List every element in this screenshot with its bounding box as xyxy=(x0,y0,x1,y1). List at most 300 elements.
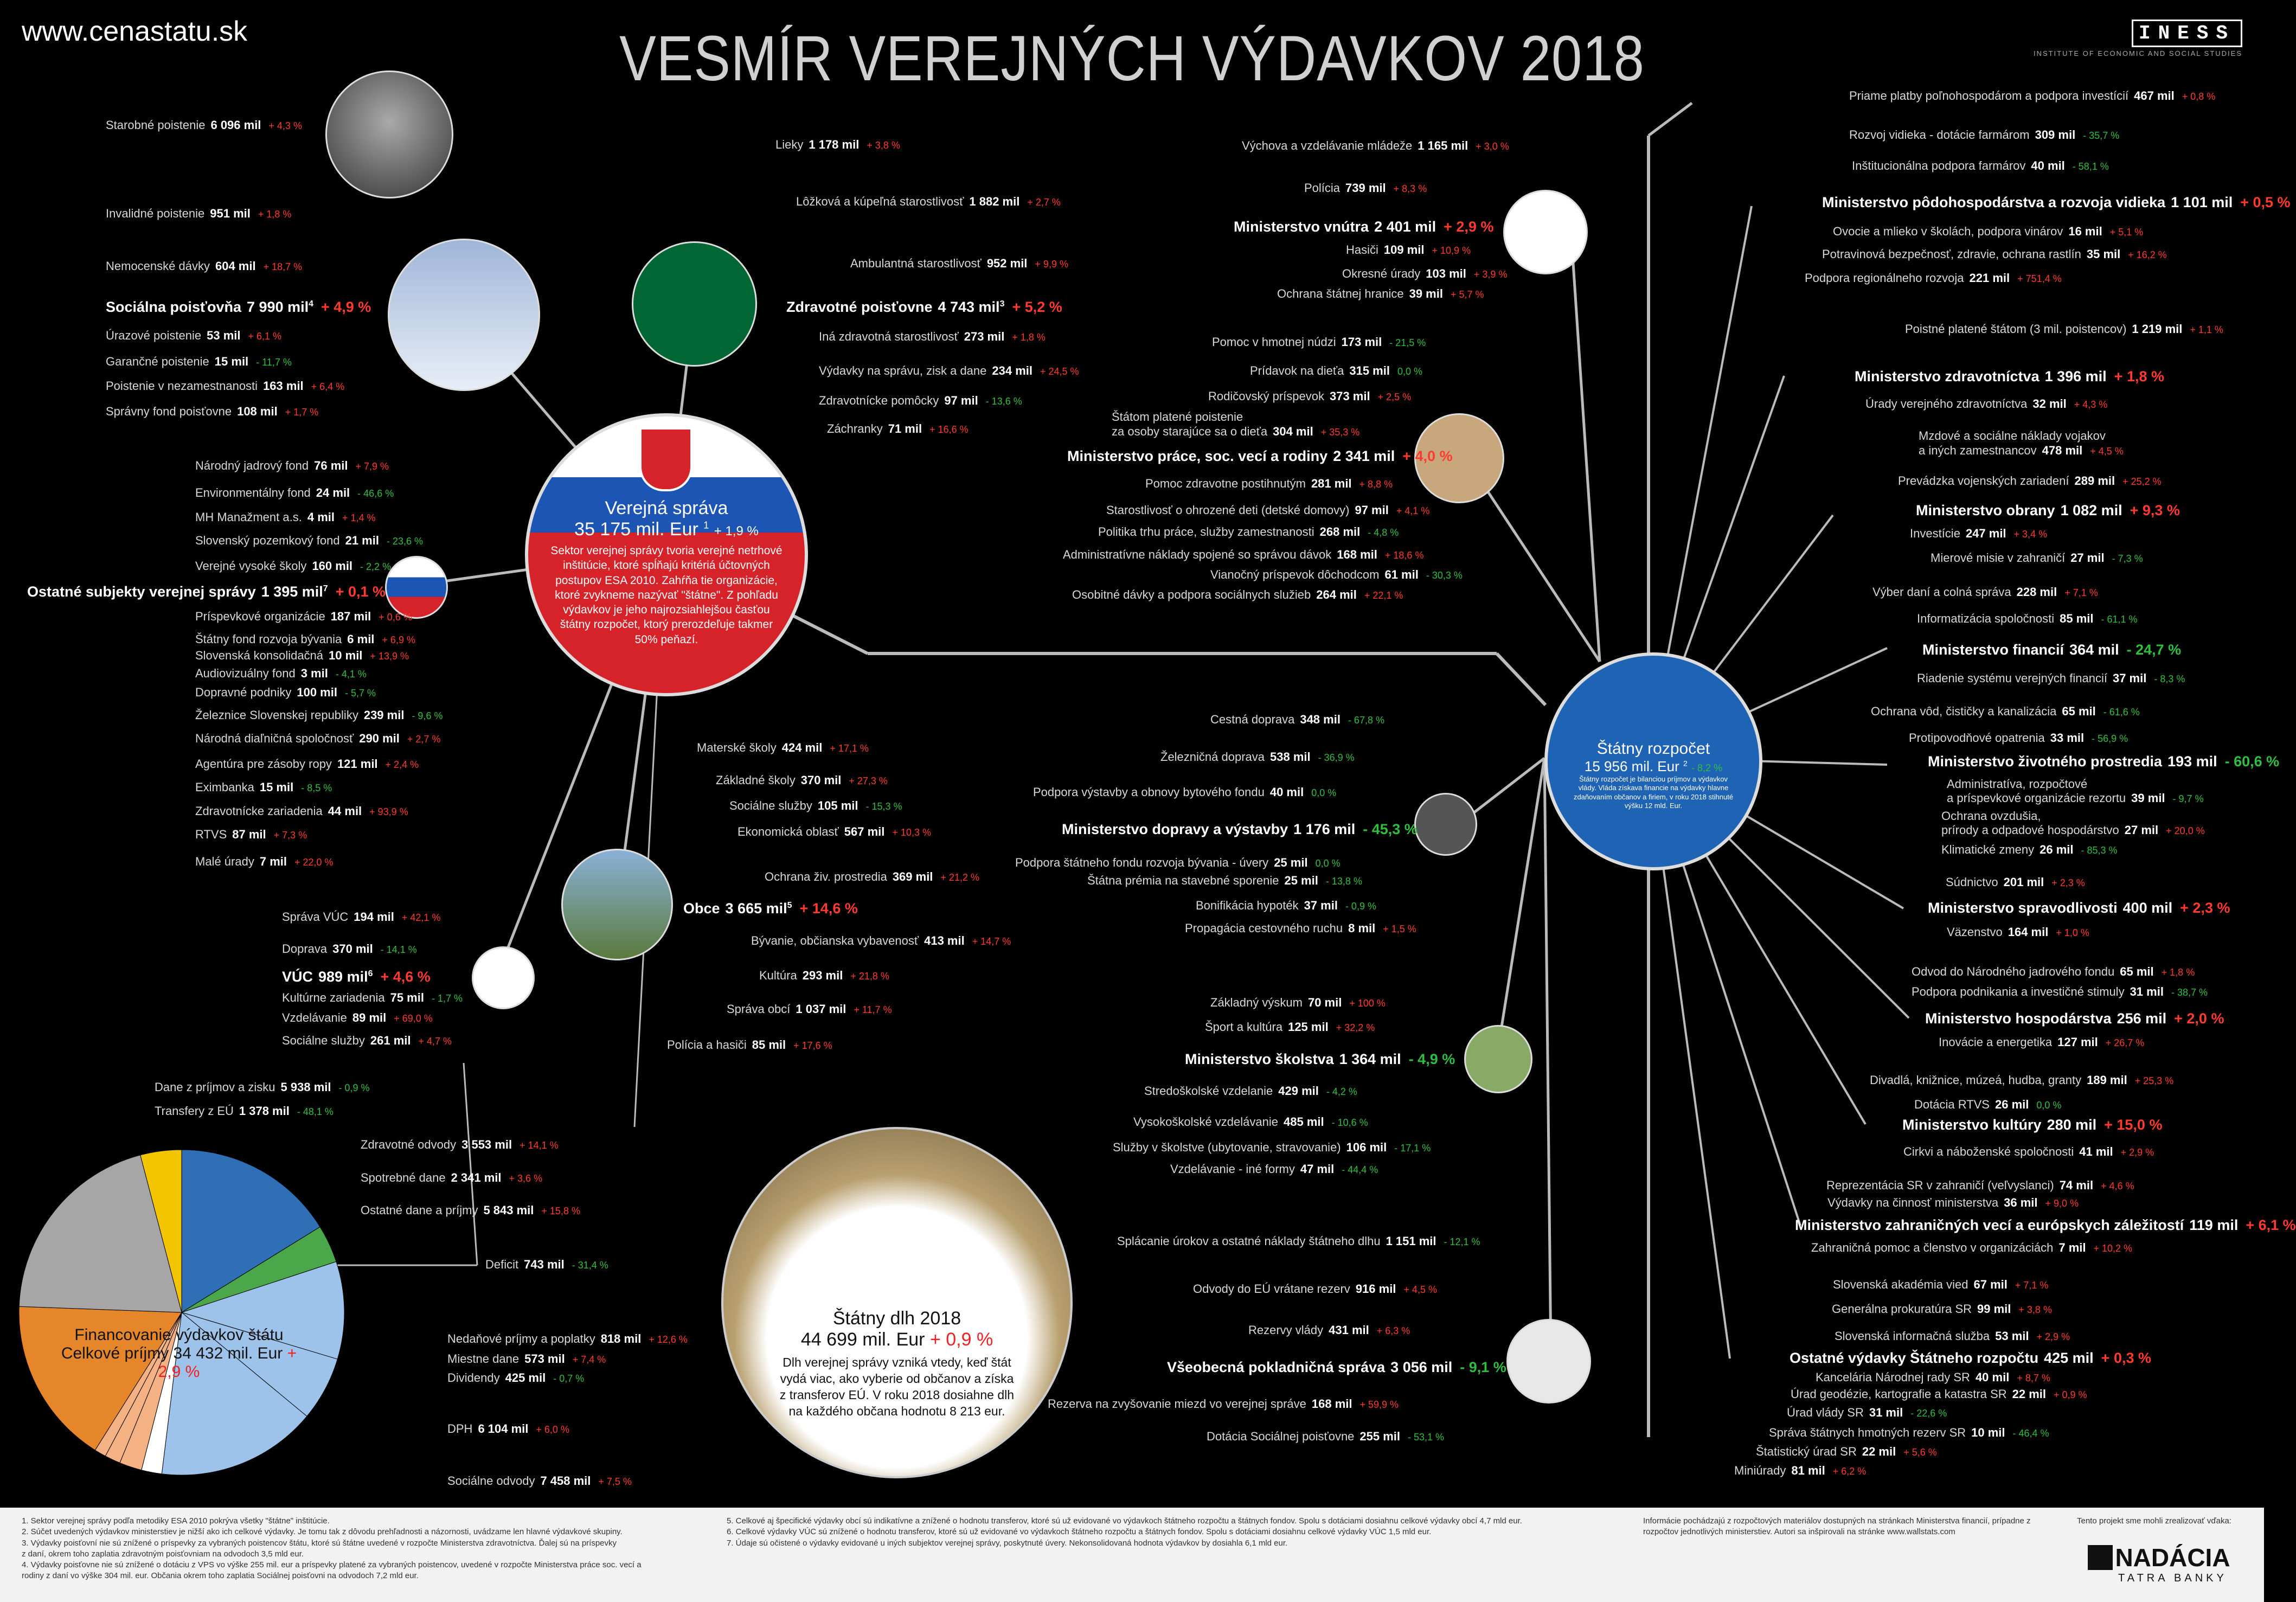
item-label: prírody a odpadové hospodárstvo xyxy=(1941,823,2119,837)
item-label: Administratíva, rozpočtové xyxy=(1947,777,2088,791)
item-change: + 2,3 % xyxy=(2051,877,2085,888)
spending-item xyxy=(1903,1145,2154,1159)
item-change: + 7,1 % xyxy=(2064,587,2098,598)
site-url[interactable]: www.cenastatu.sk xyxy=(22,16,248,47)
spending-item xyxy=(1087,874,1362,888)
item-value: 1 364 mil xyxy=(1339,1051,1401,1067)
item-value: 6 096 mil xyxy=(210,118,261,132)
spending-item xyxy=(282,991,463,1005)
item-label: Splácanie úrokov a ostatné náklady štátneho dlhu xyxy=(1117,1234,1381,1248)
school-photo xyxy=(1464,1025,1532,1093)
item-change: + 7,3 % xyxy=(273,830,307,841)
item-label: Slovenská konsolidačná xyxy=(195,649,324,662)
spending-item xyxy=(1947,925,2089,939)
item-change: - 9,1 % xyxy=(1460,1359,1506,1375)
pensioner-photo xyxy=(325,71,453,198)
item-change: + 4,3 % xyxy=(2074,399,2108,410)
item-change: + 6,1 % xyxy=(2246,1217,2296,1233)
item-value: 97 mil xyxy=(1355,503,1389,517)
item-change: + 0,3 % xyxy=(2101,1350,2151,1366)
item-change: + 15,8 % xyxy=(541,1206,580,1216)
item-value: 121 mil xyxy=(337,757,378,771)
footnote: 3. Výdavky poisťovní nie sú znížené o príspevky za vybraných poistencov štátu, ktoré sú štátne uvedené v rozpočte Ministerstva zdravotníctva. Ďalej sú na príspevky xyxy=(22,1538,617,1548)
spending-item xyxy=(1098,525,1399,539)
item-change: - 56,9 % xyxy=(2092,733,2128,744)
item-label: Bývanie, občianska vybavenosť xyxy=(751,934,919,947)
spending-item xyxy=(737,825,931,839)
item-value: 567 mil xyxy=(844,825,885,838)
item-label: Invalidné poistenie xyxy=(106,207,205,220)
item-label: Ministerstvo zahraničných vecí a európskych záležitostí xyxy=(1795,1217,2184,1233)
item-change: + 3,9 % xyxy=(1473,269,1508,280)
hub-title: Verejná správa xyxy=(605,498,728,518)
item-label: Príspevkové organizácie xyxy=(195,610,325,623)
item-change: + 7,5 % xyxy=(598,1476,632,1487)
item-change: + 11,7 % xyxy=(854,1004,892,1015)
item-value: 952 mil xyxy=(986,257,1028,270)
item-change: + 3,6 % xyxy=(509,1173,543,1184)
spending-item xyxy=(1193,1282,1437,1296)
item-value: 369 mil xyxy=(892,870,933,883)
item-change: + 0,1 % xyxy=(335,584,386,600)
item-value: 951 mil xyxy=(210,207,251,220)
spending-item xyxy=(447,1352,606,1366)
spending-item xyxy=(1160,750,1355,764)
item-value: 2 341 mil xyxy=(451,1171,502,1184)
item-change: + 2,9 % xyxy=(2036,1331,2070,1342)
item-value: 108 mil xyxy=(237,405,278,418)
spending-item xyxy=(819,364,1079,378)
item-change: - 22,6 % xyxy=(1910,1408,1947,1419)
spending-item xyxy=(106,329,281,343)
item-value: 255 mil xyxy=(1359,1430,1401,1443)
item-change: + 16,2 % xyxy=(2128,249,2167,260)
ministry-total xyxy=(1855,368,2164,385)
item-change: + 21,8 % xyxy=(850,971,889,982)
spending-item xyxy=(195,534,423,548)
item-label: Doprava xyxy=(282,942,328,956)
item-label: Polícia xyxy=(1304,181,1341,195)
item-value: 1 378 mil xyxy=(239,1104,290,1118)
item-change: + 6,9 % xyxy=(382,635,415,645)
item-label: Malé úrady xyxy=(195,855,254,868)
item-label: Generálna prokuratúra SR xyxy=(1832,1302,1972,1316)
item-label: Kultúra xyxy=(759,969,797,982)
item-value: 424 mil xyxy=(781,741,823,754)
footnotes-left xyxy=(22,1516,710,1582)
item-label: Podpora štátneho fondu rozvoja bývania - úvery xyxy=(1015,856,1269,869)
footnote-ref: 6 xyxy=(368,969,373,978)
item-change: + 10,3 % xyxy=(892,827,931,838)
item-change: - 61,1 % xyxy=(2101,614,2138,625)
logo-text: INESS xyxy=(2132,20,2242,47)
item-value: 1 395 mil$^7$ xyxy=(261,584,328,600)
item-value: 37 mil xyxy=(2112,671,2147,685)
item-value: 40 mil xyxy=(1975,1370,2010,1384)
item-value: 109 mil xyxy=(1383,243,1425,257)
item-label: Odvody do EÚ vrátane rezerv xyxy=(1193,1282,1350,1296)
spending-item xyxy=(195,559,391,573)
item-label: za osoby starajúce sa o dieťa xyxy=(1112,425,1268,438)
pie-title: Financovanie výdavkov štátu xyxy=(74,1326,284,1344)
spending-item xyxy=(1304,181,1427,195)
item-value: 425 mil xyxy=(505,1371,546,1385)
item-change: + 16,6 % xyxy=(929,424,969,435)
item-value: 164 mil xyxy=(2008,925,2049,939)
item-value: 100 mil xyxy=(297,685,337,699)
spending-item xyxy=(1756,1445,1937,1459)
item-change: - 35,7 % xyxy=(2083,130,2120,141)
item-change: + 1,0 % xyxy=(2056,927,2089,938)
item-change: - 7,3 % xyxy=(2112,553,2143,564)
item-label: Všeobecná pokladničná správa xyxy=(1167,1359,1386,1375)
ecg-monitor-photo xyxy=(632,241,757,367)
item-value: 7 458 mil xyxy=(540,1474,591,1488)
item-label: Výdavky na správu, zisk a dane xyxy=(819,364,987,377)
ministry-total xyxy=(1185,1051,1455,1068)
spending-item xyxy=(765,870,979,884)
item-value: 40 mil xyxy=(1269,785,1304,799)
hub-change: + 1,9 % xyxy=(714,524,759,539)
spending-item xyxy=(1207,1430,1444,1444)
item-label: a iných zamestnancov xyxy=(1919,444,2037,457)
item-change: + 0,5 % xyxy=(2240,194,2291,210)
iness-logo xyxy=(2034,20,2242,57)
ministry-total xyxy=(1790,1350,2151,1367)
ministry-total xyxy=(1167,1359,1506,1376)
item-label: Ochrana živ. prostredia xyxy=(765,870,887,883)
item-value: 75 mil xyxy=(390,991,424,1004)
item-value: 85 mil xyxy=(2060,612,2094,625)
item-label: Zdravotné odvody xyxy=(361,1138,457,1151)
spending-item xyxy=(1250,364,1422,378)
item-label: Súdnictvo xyxy=(1946,875,1998,889)
item-value: 1 151 mil xyxy=(1386,1234,1436,1248)
hub-description: Dlh verejnej správy vzniká vtedy, keď štát vydá viac, ako vyberie od občanov a získa z transferov EÚ. V roku 2018 dosiahne dlh na každého občana hodnotu 8 213 eur. xyxy=(779,1355,1015,1418)
item-change: + 3,0 % xyxy=(1476,141,1509,152)
item-change: + 5,6 % xyxy=(1903,1447,1937,1458)
item-label: Cestná doprava xyxy=(1210,713,1295,726)
item-value: 37 mil xyxy=(1304,899,1338,912)
item-label: Hasiči xyxy=(1346,243,1378,257)
spending-item xyxy=(1805,271,2062,285)
item-label: Transfery z EÚ xyxy=(155,1104,234,1118)
spending-item xyxy=(1048,1397,1399,1411)
item-change: + 6,0 % xyxy=(536,1424,569,1435)
spending-item xyxy=(1946,875,2085,889)
item-value: 261 mil xyxy=(370,1034,411,1047)
item-label: Dividendy xyxy=(447,1371,500,1385)
item-value: 1 101 mil xyxy=(2171,194,2233,210)
item-change: - 38,7 % xyxy=(2171,987,2208,998)
item-label: Audiovizuálny fond xyxy=(195,667,296,680)
item-label: Polícia a hasiči xyxy=(667,1038,747,1052)
item-change: - 4,8 % xyxy=(1368,527,1399,538)
ministry-total xyxy=(1234,219,1493,235)
item-label: Starobné poistenie xyxy=(106,118,206,132)
spending-item xyxy=(1852,159,2109,173)
town-photo xyxy=(561,849,673,960)
item-change: + 1,8 % xyxy=(2114,368,2164,385)
spending-item xyxy=(195,828,307,842)
connector-line xyxy=(464,1063,477,1265)
item-change: + 0,9 % xyxy=(2054,1389,2087,1400)
piggy-bank-photo xyxy=(1506,1319,1591,1404)
item-label: Potravinová bezpečnosť, zdravie, ochrana rastlín xyxy=(1822,247,2081,261)
spending-item xyxy=(1939,1035,2144,1049)
spending-item xyxy=(1849,128,2119,142)
item-change: - 15,3 % xyxy=(865,801,902,812)
item-change: - 46,4 % xyxy=(2012,1428,2049,1439)
item-change: + 2,4 % xyxy=(385,759,419,770)
social-insurance-building-photo xyxy=(388,239,540,391)
item-label: Úrad vlády SR xyxy=(1787,1406,1864,1419)
item-value: 221 mil xyxy=(1969,271,2010,285)
item-label: Politika trhu práce, služby zamestnanosti xyxy=(1098,525,1314,539)
item-change: + 2,3 % xyxy=(2180,900,2230,916)
item-change: - 85,3 % xyxy=(2081,845,2118,856)
footnote: 2. Súčet uvedených výdavkov ministerstiev je nižší ako ich celkové výdavky. Je tomu tak z dôvodu prehľadnosti a názornosti, uvádzame len hlavné výdavkové skupiny. xyxy=(22,1527,623,1537)
spending-item xyxy=(361,1171,542,1185)
item-change: + 4,6 % xyxy=(2101,1181,2134,1191)
item-value: 3 056 mil xyxy=(1390,1359,1453,1375)
spending-item xyxy=(195,780,332,794)
financing-label xyxy=(49,1326,309,1381)
item-change: + 7,9 % xyxy=(355,461,389,472)
item-label: Ministerstvo dopravy a výstavby xyxy=(1062,821,1288,837)
item-value: 168 mil xyxy=(1311,1397,1352,1411)
item-label: Sociálne služby xyxy=(729,799,812,812)
item-value: 293 mil xyxy=(802,969,843,982)
item-value: 187 mil xyxy=(330,610,371,623)
item-value: 39 mil xyxy=(1409,287,1443,300)
item-label: Dotácia RTVS xyxy=(1914,1098,1990,1111)
spending-item xyxy=(1117,1234,1480,1248)
spending-item xyxy=(155,1080,370,1094)
item-value: 4 mil xyxy=(307,510,335,524)
item-label: Šport a kultúra xyxy=(1205,1020,1283,1034)
item-change: - 67,8 % xyxy=(1348,715,1384,726)
footnote: 7. Údaje sú očistené o výdavky evidované u iných subjektov verejnej správy, poskytnuté úvery. Nekonsolidovaná hodnota výdavkov by dosiahla 6,1 mld eur. xyxy=(727,1538,1288,1548)
item-label: Prevádzka vojenských zariadení xyxy=(1898,474,2069,488)
item-label: Ministerstvo životného prostredia xyxy=(1928,753,2163,770)
spending-item xyxy=(1734,1464,1866,1478)
ministry-total xyxy=(1822,194,2291,211)
spending-item xyxy=(106,259,302,273)
pie-subtitle: Celkové príjmy 34 432 mil. Eur xyxy=(61,1344,283,1362)
spending-item xyxy=(819,394,1022,408)
item-label: Miniúrady xyxy=(1734,1464,1786,1477)
hub-value: 15 956 mil. Eur xyxy=(1584,758,1679,774)
ministry-total xyxy=(1916,502,2180,519)
item-label: DPH xyxy=(447,1422,473,1436)
item-label: Služby v školstve (ubytovanie, stravovanie) xyxy=(1113,1140,1341,1154)
statny-dlh-hub xyxy=(721,1127,1073,1478)
item-label: Podpora výstavby a obnovy bytového fondu xyxy=(1033,785,1265,799)
item-change: + 25,2 % xyxy=(2122,476,2162,487)
item-label: Pomoc v hmotnej núdzi xyxy=(1212,335,1336,349)
item-change: - 45,3 % xyxy=(1363,821,1418,837)
item-label: Klimatické zmeny xyxy=(1941,843,2035,856)
spending-item xyxy=(447,1422,569,1436)
spending-item xyxy=(1919,444,2124,458)
spending-item xyxy=(106,405,318,419)
item-change: + 35,3 % xyxy=(1320,427,1360,438)
item-label: Priame platby poľnohospodárom a podpora investícií xyxy=(1849,89,2129,102)
spending-item xyxy=(850,257,1068,271)
item-label: Administratívne náklady spojené so správou dávok xyxy=(1063,548,1332,561)
item-label: Správny fond poisťovne xyxy=(106,405,232,418)
item-value: 1 037 mil xyxy=(796,1002,846,1016)
item-label: Základné školy xyxy=(716,773,796,787)
spending-item xyxy=(1917,671,2185,685)
spending-item xyxy=(1826,1178,2134,1193)
item-label: Okresné úrady xyxy=(1342,267,1421,280)
spending-item xyxy=(1033,785,1336,799)
item-label: Zdravotné poisťovne xyxy=(786,299,933,315)
spending-item xyxy=(1947,791,2204,805)
item-value: 76 mil xyxy=(314,459,348,472)
item-value: 373 mil xyxy=(1329,389,1370,403)
spending-item xyxy=(1342,267,1507,281)
item-value: 65 mil xyxy=(2062,704,2096,718)
footnote: 5. Celkové aj špecifické výdavky obcí sú indikatívne a znížené o hodnotu transferov, ktoré sú už evidované vo výdavkoch štátneho rozpočtu a štátnych fondov. Spolu s dotáciami dosiahnu celkové výdavky obcí 4,7 mld eur. xyxy=(727,1516,1522,1526)
item-label: Výdavky na činnosť ministerstva xyxy=(1827,1196,1999,1209)
spending-item xyxy=(1898,474,2162,488)
item-value: 264 mil xyxy=(1316,588,1357,601)
spending-item xyxy=(697,741,869,755)
item-value: 74 mil xyxy=(2059,1178,2094,1192)
spending-item xyxy=(106,355,292,369)
spending-item xyxy=(1113,1140,1431,1155)
item-label: Inštitucionálna podpora farmárov xyxy=(1852,159,2026,172)
spending-item xyxy=(1144,1084,1357,1098)
item-value: 916 mil xyxy=(1355,1282,1396,1296)
item-value: 309 mil xyxy=(2035,128,2076,142)
item-label: Podpora podnikania a investičné stimuly xyxy=(1912,985,2125,998)
item-value: 289 mil xyxy=(2074,474,2115,488)
item-change: + 59,9 % xyxy=(1359,1399,1399,1410)
item-value: 413 mil xyxy=(924,934,965,947)
item-value: 15 mil xyxy=(214,355,249,368)
spending-item xyxy=(1833,225,2143,239)
item-label: Rezerva na zvyšovanie miezd vo verejnej správe xyxy=(1048,1397,1306,1411)
connector-line xyxy=(1573,255,1600,662)
item-label: Štátom platené poistenie xyxy=(1112,410,1243,424)
item-label: Ministerstvo spravodlivosti xyxy=(1928,900,2118,916)
item-label: Reprezentácia SR v zahraničí (veľvyslanci) xyxy=(1826,1178,2054,1192)
item-label: Rozvoj vidieka - dotácie farmárom xyxy=(1849,128,2030,142)
item-label: a príspevkové organizácie rezortu xyxy=(1947,791,2126,805)
item-value: 273 mil xyxy=(964,330,1005,343)
ministry-total xyxy=(1928,753,2279,770)
item-label: Sociálna poisťovňa xyxy=(106,299,242,315)
item-label: Divadlá, knižnice, múzeá, hudba, granty xyxy=(1870,1073,2082,1087)
item-value: 228 mil xyxy=(2016,585,2057,599)
item-label: Mierové misie v zahraničí xyxy=(1931,551,2066,565)
item-change: + 15,0 % xyxy=(2104,1117,2163,1133)
item-value: 8 mil xyxy=(1348,921,1376,935)
item-label: Protipovodňové opatrenia xyxy=(1909,731,2045,745)
spending-item xyxy=(485,1258,608,1272)
item-change: - 8,5 % xyxy=(301,783,332,793)
item-label: Eximbanka xyxy=(195,780,254,794)
spending-item xyxy=(195,510,376,524)
item-label: Investície xyxy=(1910,527,1960,540)
item-value: 7 mil xyxy=(2058,1241,2086,1254)
spending-item xyxy=(1835,1329,2070,1343)
ministry-total xyxy=(1062,821,1418,838)
spending-item xyxy=(729,799,902,813)
item-label: Propagácia cestovného ruchu xyxy=(1185,921,1343,935)
item-change: - 17,1 % xyxy=(1394,1143,1431,1154)
spending-item xyxy=(1210,568,1463,582)
item-change: + 4,9 % xyxy=(321,299,371,315)
item-change: + 4,5 % xyxy=(2090,446,2124,457)
item-value: 21 mil xyxy=(345,534,379,547)
item-label: Spotrebné dane xyxy=(361,1171,446,1184)
spending-item xyxy=(195,632,415,646)
ministry-total xyxy=(27,584,386,600)
item-label: Osobitné dávky a podpora sociálnych služieb xyxy=(1072,588,1311,601)
spending-item xyxy=(1787,1406,1947,1420)
item-change: + 22,0 % xyxy=(294,857,334,868)
item-change: + 21,2 % xyxy=(940,872,979,883)
item-label: Obce xyxy=(683,900,720,917)
item-change: - 48,1 % xyxy=(297,1106,334,1117)
item-change: - 1,7 % xyxy=(431,993,463,1004)
page-title: VESMÍR VEREJNÝCH VÝDAVKOV 2018 xyxy=(619,23,1645,94)
item-value: 32 mil xyxy=(2032,397,2067,411)
spending-item xyxy=(1791,1387,2087,1401)
ministry-total xyxy=(683,900,858,917)
item-change: - 30,3 % xyxy=(1426,570,1463,581)
spending-item xyxy=(1112,425,1359,439)
item-label: Mzdové a sociálne náklady vojakov xyxy=(1919,429,2106,443)
item-change: + 1,1 % xyxy=(2190,324,2223,335)
item-label: Základný výskum xyxy=(1210,996,1303,1009)
item-change: - 23,6 % xyxy=(386,536,423,547)
verejna-sprava-hub: Verejná správa 35 175 mil. Eur $^1$ + 1,9 % Sektor verejnej správy tvoria verejné netrhové inštitúcie, ktoré spĺňajú kritériá účtovných postupov ESA 2010. Zahŕňa tie organizácie, ktoré zvykneme nazývať "štátne". Z pohľadu výdavkov je jeho najrozsiahlejšou časťou štátny rozpočet, ktorý prerozdeľuje takmer 50% peňazí. xyxy=(525,413,808,696)
spending-item xyxy=(282,1034,452,1048)
item-change: - 9,6 % xyxy=(412,710,443,721)
item-label: Sociálne služby xyxy=(282,1034,365,1047)
item-label: Štátna prémia na stavebné sporenie xyxy=(1087,874,1279,887)
item-value: 160 mil xyxy=(312,559,353,573)
item-label: Dopravné podniky xyxy=(195,685,292,699)
item-value: 194 mil xyxy=(354,910,394,924)
spending-item xyxy=(775,138,900,152)
item-label: Ministerstvo obrany xyxy=(1916,502,2055,518)
item-label: Železničná doprava xyxy=(1160,750,1265,764)
item-label: Environmentálny fond xyxy=(195,486,311,499)
hub-change: + 0,9 % xyxy=(929,1329,993,1350)
item-value: 24 mil xyxy=(316,486,350,499)
item-change: + 5,2 % xyxy=(1012,299,1062,315)
item-change: + 1,8 % xyxy=(1012,332,1046,343)
item-change: + 4,3 % xyxy=(268,120,302,131)
item-value: 70 mil xyxy=(1307,996,1342,1009)
item-value: 1 082 mil xyxy=(2060,502,2122,518)
item-value: 431 mil xyxy=(1329,1323,1369,1337)
item-value: 87 mil xyxy=(232,828,266,841)
spending-item xyxy=(1170,1162,1378,1176)
item-change: + 7,1 % xyxy=(2015,1280,2049,1291)
item-label: Úrazové poistenie xyxy=(106,329,202,342)
item-value: 1 219 mil xyxy=(2132,322,2183,336)
item-value: 425 mil xyxy=(2044,1350,2094,1366)
item-label: Slovenská informačná služba xyxy=(1835,1329,1990,1343)
